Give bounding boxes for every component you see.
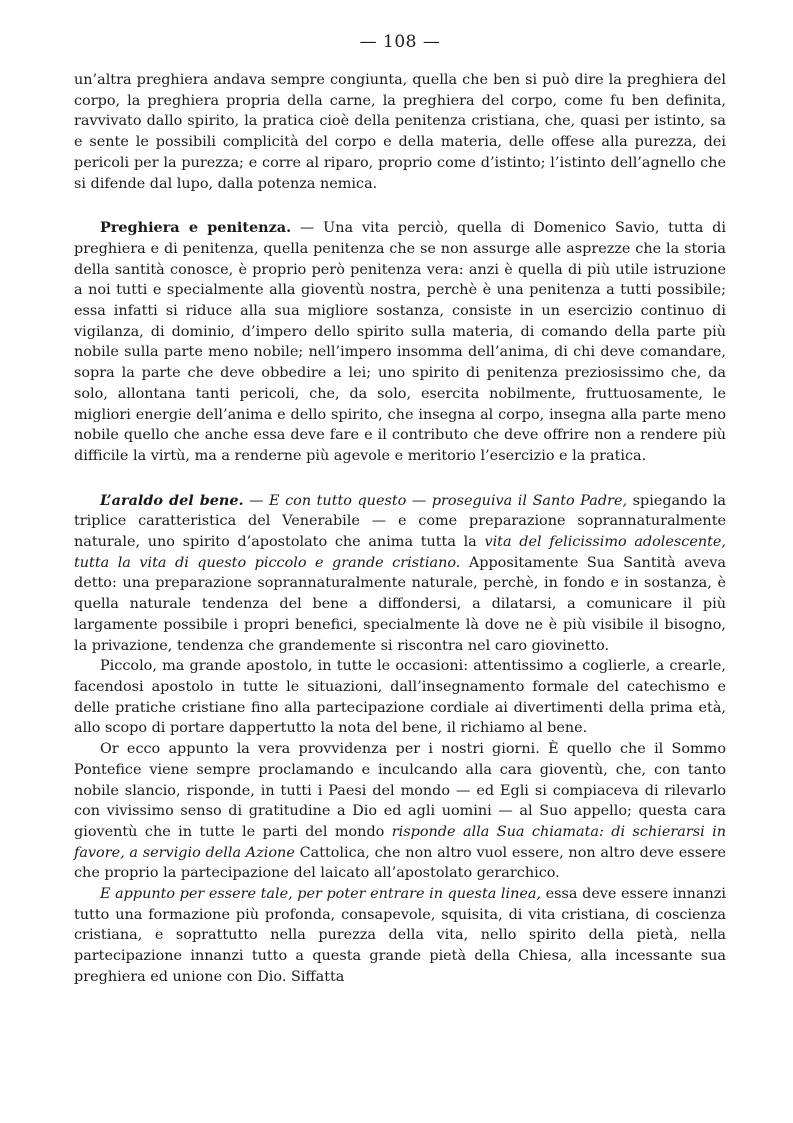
paragraph-3-text-c: spiegando la triplice caratteristica del Venerabile — e come preparazione soprannaturalmente naturale, uno spirito d’apostolato che anima tutta la [74, 492, 727, 551]
paragraph-5-text-a: Or ecco appunto la vera provvidenza per i nostri giorni. È quello che il Sommo Pontefice viene sempre proclamando e inculcando alla cara gioventù, che, con tanto nobile slancio, risponde, in tutti i Paesi del mondo — ed Egli si compiaceva di rilevarlo con vivissimo senso di gratitudine a Dio ed agli uomini — al Suo appello; questa cara gioventù che in tutte le parti del mondo [74, 741, 726, 840]
paragraph-2 [74, 218, 726, 466]
paragraph-3-italic-2: proseguiva il Santo Padre, [431, 492, 628, 509]
section-heading-araldo: L’araldo del bene. [100, 491, 244, 509]
document-page [74, 30, 726, 988]
paragraph-1 [74, 70, 726, 194]
paragraph-4 [74, 656, 726, 739]
paragraph-1-text: un’altra preghiera andava sempre congiunta, quella che ben si può dire la preghiera del corpo, la preghiera propria della carne, la preghiera del corpo, come fu ben definita, ravvivato dallo spirito, la pratica cioè della penitenza cristiana, che, quasi per istinto, sa e sente le possibili complicità del corpo e della materia, delle offese alla purezza, dei pericoli per la purezza; e corre al riparo, proprio come d’istinto; l’istinto dell’agnello che si difende dal lupo, dalla potenza nemica. [74, 72, 726, 192]
page-number: — 108 — [359, 32, 441, 52]
paragraph-3 [74, 491, 726, 657]
paragraph-5-text-b: Cattolica, che non altro vuol essere, non altro deve essere che proprio la partecipazione del laicato all’apostolato gerarchico. [74, 844, 726, 882]
paragraph-3-text-a: — [243, 492, 270, 509]
paragraph-6 [74, 884, 726, 988]
paragraph-3-text-d: Appositamente Sua Santità aveva detto: una preparazione soprannaturalmente naturale, perchè, in fondo e in sostanza, è quella naturale tendenza del bene a diffondersi, a dilatarsi, a comunicare il più largamente possibile i propri benefici, specialmente là dove ne è più visibile il bisogno, la privazione, tendenza che grandemente si riscontra nel caro giovinetto. [74, 554, 727, 654]
paragraph-5-italic: risponde alla Sua chiamata: di schierarsi in favore, a servigio della Azione [74, 823, 726, 861]
paragraph-2-text: — Una vita perciò, quella di Domenico Savio, tutta di preghiera e di penitenza, quella penitenza che se non assurge alle asprezze che la storia della santità conosce, è proprio però penitenza vera: anzi è quella di più utile istruzione a noi tutti e specialmente alla gioventù nostra, perchè è una penitenza a tutti possibile; essa infatti si riduce alla sua migliore sostanza, consiste in un esercizio continuo di vigilanza, di dominio, d’impero dello spirito sulla materia, di comando della parte più nobile sulla parte meno nobile; nell’impero insomma dell’anima, di chi deve comandare, sopra la parte che deve obbedire a lei; uno spirito di penitenza preziosissimo che, da solo, allontana tanti pericoli, che, da solo, esercita nobilmente, fruttuosamente, le migliori energie dell’anima e dello spirito, che insegna al corpo, insegna alla parte meno nobile quello che anche essa deve fare e il contributo che deve offrire non a rendere più difficile la virtù, ma a renderne più agevole e meritorio l’esercizio e la pratica. [74, 220, 726, 464]
paragraph-3-italic-1: E con tutto questo [269, 492, 407, 509]
paragraph-3-italic-3: vita del felicissimo adolescente, tutta la vita di questo piccolo e grande cristiano. [74, 534, 726, 571]
paragraph-6-italic: E appunto per essere tale, per poter entrare in questa linea, [100, 886, 542, 903]
paragraph-5 [74, 739, 726, 884]
paragraph-3-text-b: — [406, 492, 432, 509]
paragraph-6-text: essa deve essere innanzi tutto una formazione più profonda, consapevole, squisita, di vita cristiana, di coscienza cristiana, e soprattutto nella purezza della vita, nello spirito della pietà, nella partecipazione innanzi tutto a questa grande pietà della Chiesa, alla incessante sua preghiera ed unione con Dio. Siffatta [74, 886, 726, 985]
paragraph-4-text: Piccolo, ma grande apostolo, in tutte le occasioni: attentissimo a coglierle, a crearle, facendosi apostolo in tutte le situazioni, dall’insegnamento formale del catechismo e delle pratiche cristiane fino alla partecipazione cordiale ai divertimenti della prima età, allo scopo di portare dappertutto la nota del bene, il richiamo al bene. [74, 658, 726, 737]
section-heading-preghiera: Preghiera e penitenza. [100, 219, 292, 237]
